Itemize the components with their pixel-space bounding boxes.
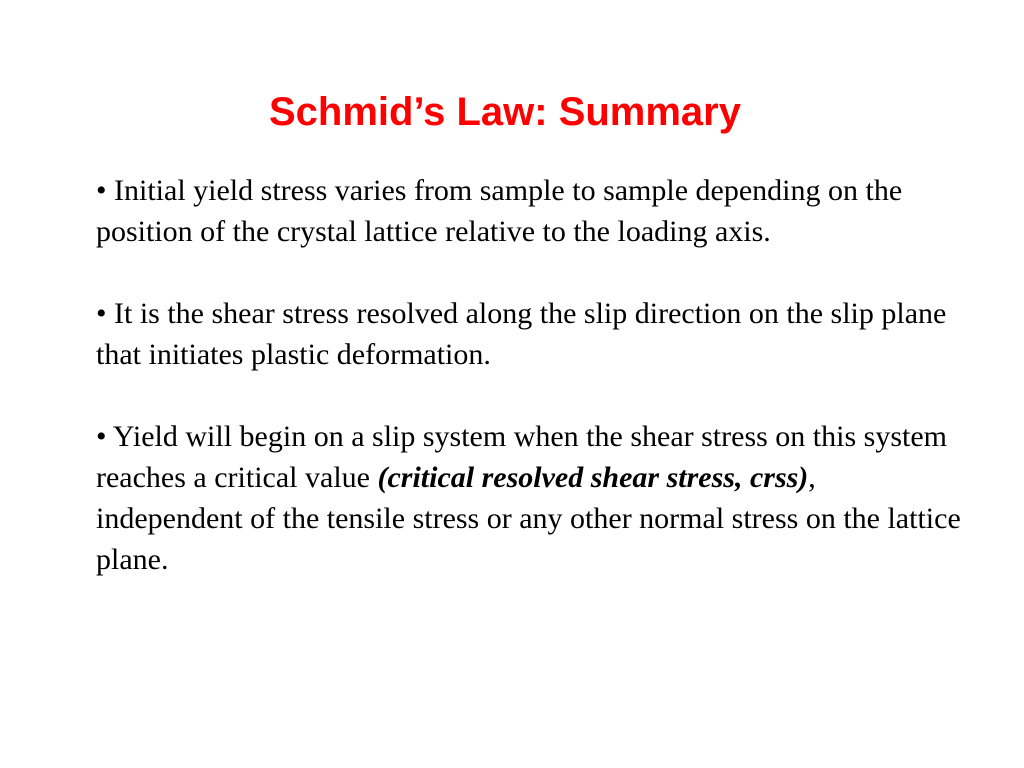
bullet-text: Yield will begin on a slip system when the shear stress on this system reaches a critical value [96, 420, 947, 494]
bullet-text: It is the shear stress resolved along the slip direction on the slip plane that initiates plastic deformation. [96, 297, 947, 371]
bullet-list [96, 170, 968, 580]
bullet-item [96, 170, 968, 252]
bullet-marker: • [96, 297, 115, 330]
bullet-item [96, 416, 968, 580]
bullet-text: Initial yield stress varies from sample to sample depending on the position of the crystal lattice relative to the loading axis. [96, 174, 903, 248]
bullet-item [96, 293, 968, 375]
bullet-marker: • [96, 174, 115, 207]
slide-title: Schmid’s Law: Summary [269, 90, 741, 134]
bullet-marker: • [96, 420, 113, 453]
crss-term: (critical resolved shear stress, crss) [377, 461, 809, 494]
bullet-text-continued: , independent of the tensile stress or any other normal stress on the lattice plane. [96, 461, 961, 576]
